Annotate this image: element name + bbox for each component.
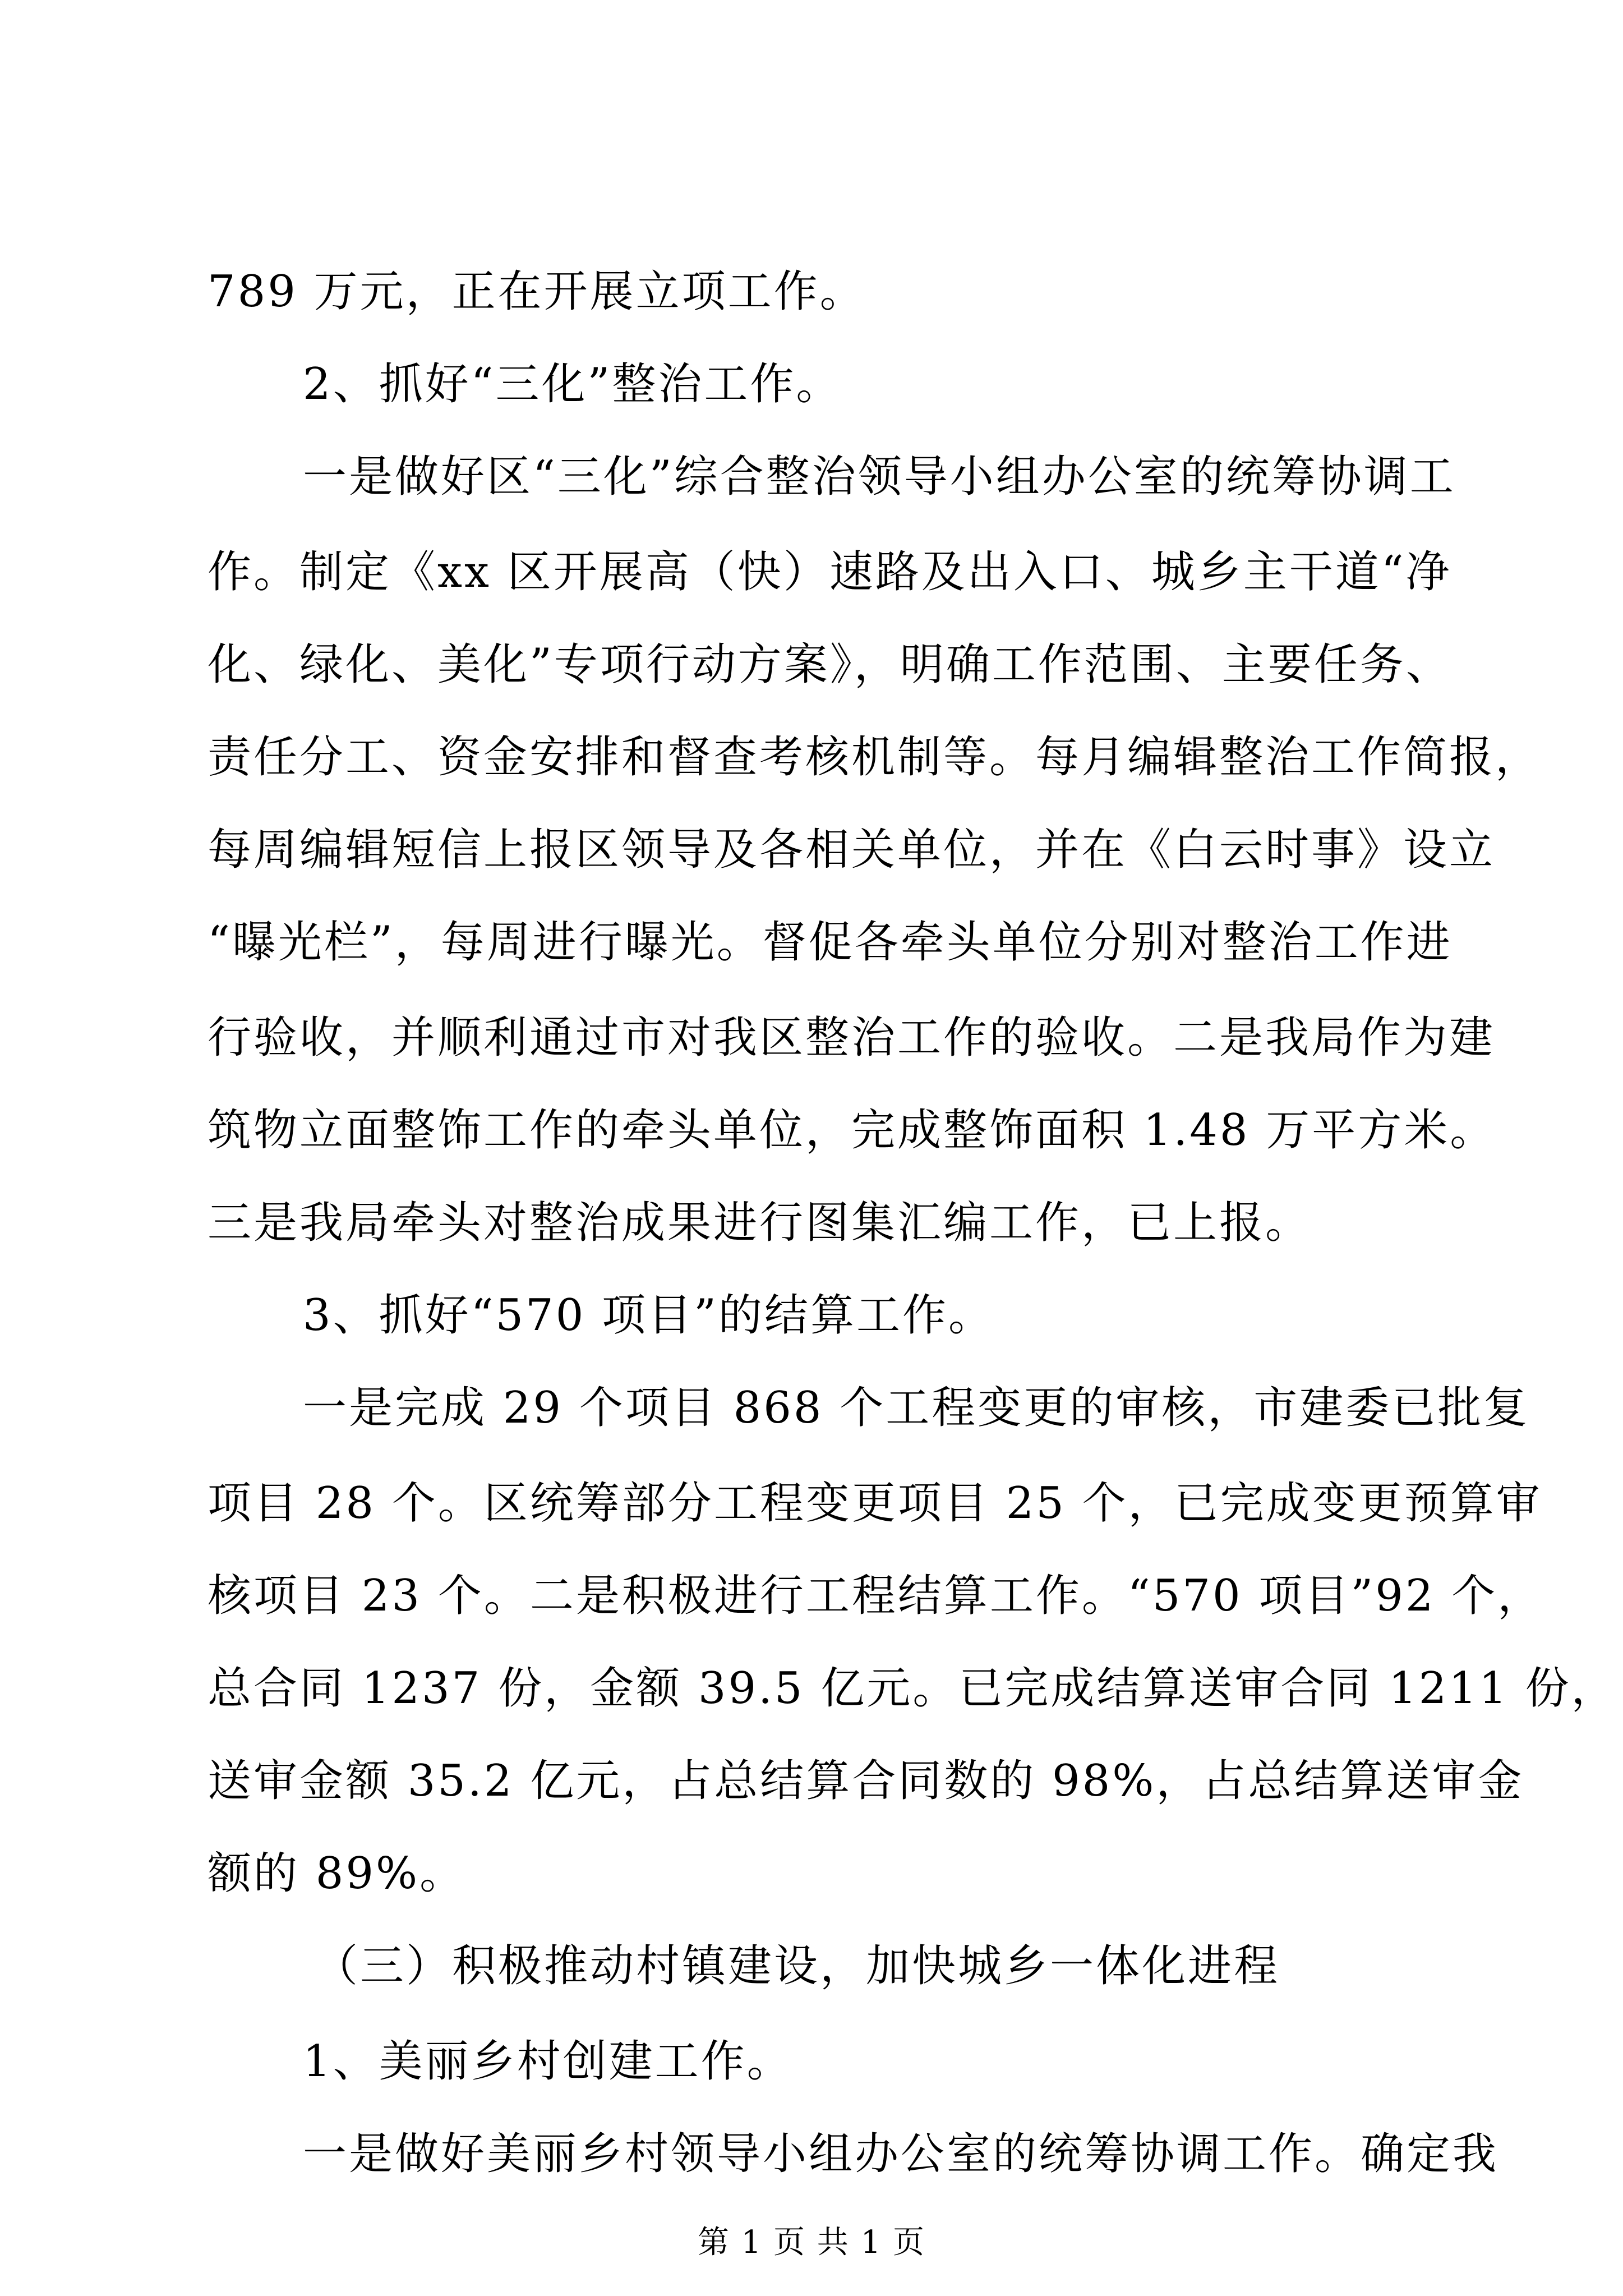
- page-footer: 第 1 页 共 1 页: [697, 2224, 926, 2261]
- subsection-heading-1: 1、美丽乡村创建工作。: [303, 2036, 793, 2087]
- section-heading-three: （三）积极推动村镇建设，加快城乡一体化进程: [314, 1941, 1280, 1991]
- text-line-5: 化、绿化、美化”专项行动方案》，明确工作范围、主要任务、: [208, 639, 1452, 690]
- text-line-17: 送审金额 35.2 亿元，占总结算合同数的 98%，占总结算送审金: [208, 1756, 1524, 1806]
- section-heading-2: 2、抓好“三化”整治工作。: [303, 359, 842, 409]
- text-line-15: 核项目 23 个。二是积极进行工程结算工作。“570 项目”92 个，: [208, 1571, 1544, 1621]
- text-line-10: 筑物立面整饰工作的牵头单位，完成整饰面积 1.48 万平方米。: [208, 1105, 1496, 1156]
- text-line-9: 行验收，并顺利通过市对我区整治工作的验收。二是我局作为建: [208, 1013, 1496, 1063]
- text-line-3: 一是做好区“三化”综合整治领导小组办公室的统筹协调工: [303, 452, 1456, 502]
- text-line-18: 额的 89%。: [208, 1848, 466, 1899]
- text-line-6: 责任分工、资金安排和督查考核机制等。每月编辑整治工作简报，: [208, 732, 1542, 783]
- text-line-11: 三是我局牵头对整治成果进行图集汇编工作，已上报。: [208, 1198, 1312, 1248]
- text-line-1: 789 万元，正在开展立项工作。: [208, 266, 866, 317]
- text-line-8: “曝光栏”，每周进行曝光。督促各牵头单位分别对整治工作进: [208, 917, 1453, 968]
- text-line-4: 作。制定《xx 区开展高（快）速路及出入口、城乡主干道“净: [208, 547, 1452, 597]
- text-line-14: 项目 28 个。区统筹部分工程变更项目 25 个，已完成变更预算审: [208, 1478, 1542, 1529]
- text-line-21: 一是做好美丽乡村领导小组办公室的统筹协调工作。确定我: [303, 2129, 1499, 2179]
- text-line-13: 一是完成 29 个项目 868 个工程变更的审核，市建委已批复: [303, 1383, 1530, 1433]
- text-line-7: 每周编辑短信上报区领导及各相关单位，并在《白云时事》设立: [208, 825, 1496, 875]
- text-line-16: 总合同 1237 份，金额 39.5 亿元。已完成结算送审合同 1211 份，: [208, 1663, 1617, 1714]
- section-heading-3: 3、抓好“570 项目”的结算工作。: [303, 1290, 995, 1341]
